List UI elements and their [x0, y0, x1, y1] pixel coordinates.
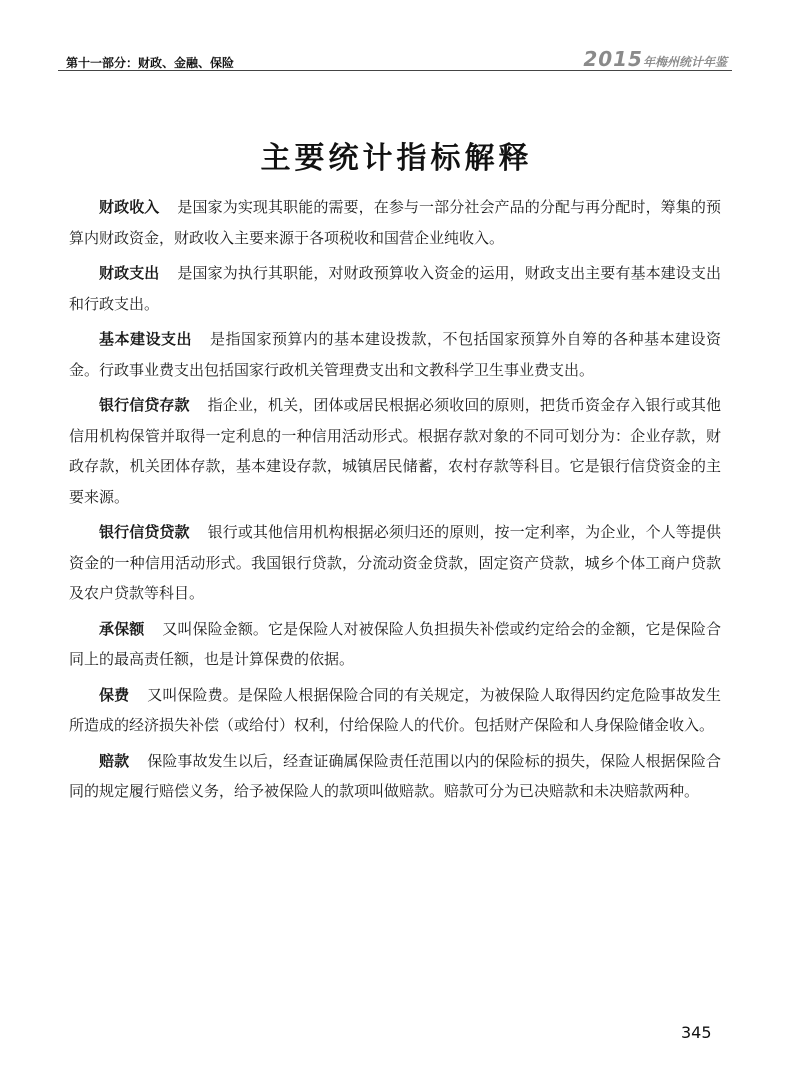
definition-term: 保费: [99, 685, 130, 704]
definition-item: [69, 324, 721, 385]
definition-text: 又叫保险费。是保险人根据保险合同的有关规定，为被保险人取得因约定危险事故发生所造成的经济损失补偿（或给付）权利，付给保险人的代价。包括财产保险和人身保险储金收入。: [69, 685, 721, 734]
definitions-list: [69, 192, 721, 812]
yearbook-name: 年梅州统计年鉴: [642, 55, 727, 69]
definition-item: [69, 680, 721, 741]
definition-item: [69, 258, 721, 319]
definition-text: 是指国家预算内的基本建设拨款，不包括国家预算外自筹的各种基本建设资金。行政事业费支出包括国家行政机关管理费支出和文教科学卫生事业费支出。: [69, 330, 721, 379]
definition-text: 指企业，机关，团体或居民根据必须收回的原则，把货币资金存入银行或其他信用机构保管并取得一定利息的一种信用活动形式。根据存款对象的不同可划分为：企业存款，财政存款，机关团体存款，基本建设存款，城镇居民储蓄，农村存款等科目。它是银行信贷资金的主要来源。: [69, 396, 721, 506]
definition-item: [69, 390, 721, 512]
definition-item: [69, 517, 721, 609]
definition-term: 承保额: [99, 619, 145, 638]
yearbook-title: [583, 47, 727, 71]
definition-text: 保险事故发生以后，经查证确属保险责任范围以内的保险标的损失，保险人根据保险合同的规定履行赔偿义务，给予被保险人的款项叫做赔款。赔款可分为已决赔款和未决赔款两种。: [69, 751, 721, 800]
header-divider: [58, 70, 732, 71]
definition-text: 是国家为执行其职能，对财政预算收入资金的运用，财政支出主要有基本建设支出和行政支出。: [69, 264, 721, 313]
definition-item: [69, 192, 721, 253]
definition-term: 财政支出: [99, 264, 160, 282]
definition-text: 是国家为实现其职能的需要，在参与一部分社会产品的分配与再分配时，筹集的预算内财政资金，财政收入主要来源于各项税收和国营企业纯收入。: [69, 198, 721, 247]
definition-text: 银行或其他信用机构根据必须归还的原则，按一定利率，为企业，个人等提供资金的一种信用活动形式。我国银行贷款，分流动资金贷款，固定资产贷款，城乡个体工商户贷款及农户贷款等科目。: [69, 523, 721, 602]
definition-text: 又叫保险金额。它是保险人对被保险人负担损失补偿或约定给会的金额，它是保险合同上的最高责任额，也是计算保费的依据。: [69, 619, 721, 668]
yearbook-year: 2015: [583, 47, 643, 71]
page-title: 主要统计指标解释: [260, 141, 533, 176]
page-number: 345: [681, 1023, 712, 1042]
definition-item: [69, 746, 721, 807]
section-label: 第十一部分：财政、金融、保险: [66, 56, 235, 70]
definition-term: 基本建设支出: [99, 330, 192, 348]
definition-term: 财政收入: [99, 198, 160, 216]
definition-term: 银行信贷贷款: [99, 523, 190, 541]
definition-term: 银行信贷存款: [99, 396, 190, 414]
page-header: [0, 0, 793, 70]
definition-item: [69, 614, 721, 675]
definition-term: 赔款: [99, 751, 130, 770]
